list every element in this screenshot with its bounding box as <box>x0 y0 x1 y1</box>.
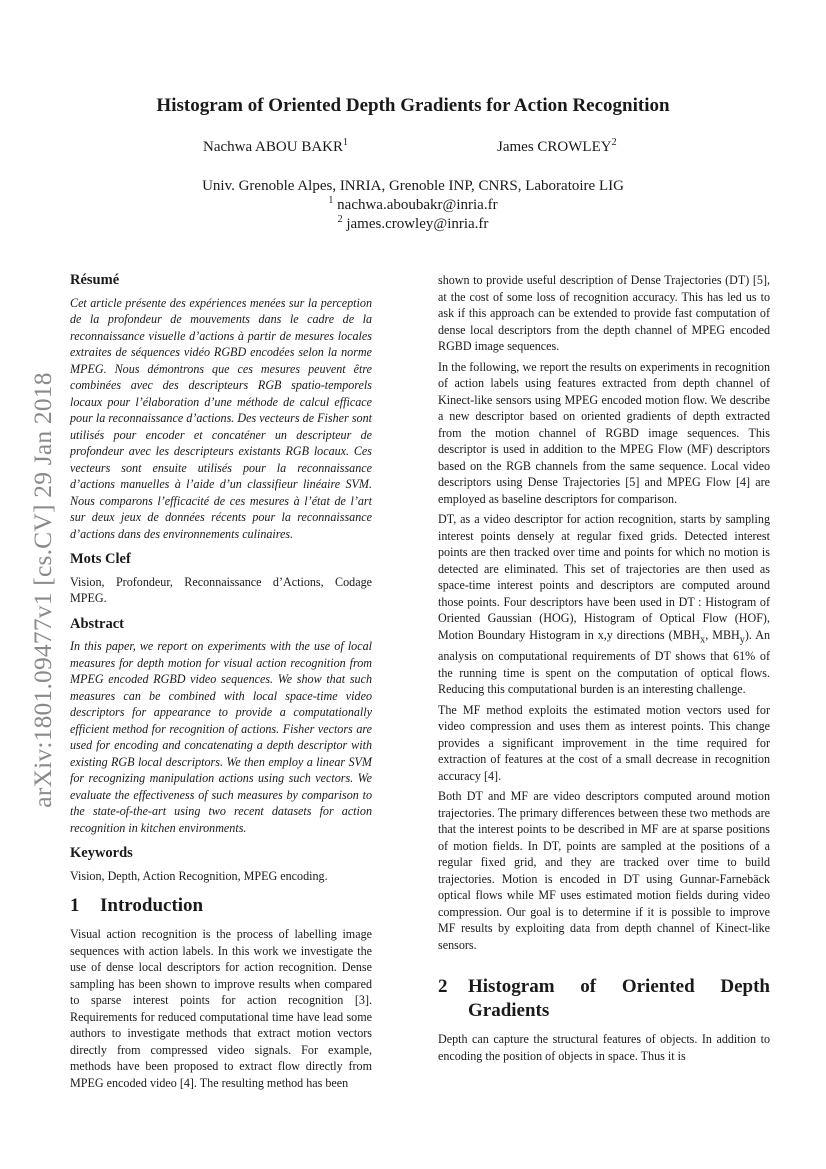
intro-paragraph-3-b: ). An analysis on computational requirements of DT shows that 61% of the running time is spent on the computation of optical flows. Reducing this computational burden is an interesting challenge. <box>438 627 770 697</box>
abstract-text: In this paper, we report on experiments with the use of local measures for depth motion for visual action recognition from MPEG encoded RGBD video sequences. We show that such measures can be combined with local space-time video descriptors for appearance to provide a computationally efficient method for recognition of actions. Fisher vectors are used for encoding and concatenating a depth descriptor with existing RGB local descriptors. We then employ a linear SVM for recognizing manipulation actions using such vectors. We evaluate the effectiveness of such measures by comparison to the state-of-the-art using two recent datasets for action recognition in kitchen environments. <box>70 639 372 835</box>
section-2-text: Depth can capture the structural features of objects. In addition to encoding the position of objects in space. Thus it is <box>438 1032 770 1063</box>
email-1-address: nachwa.aboubakr@inria.fr <box>337 197 498 213</box>
mots-clef-text: Vision, Profondeur, Reconnaissance d’Actions, Codage MPEG. <box>70 574 372 605</box>
intro-paragraph-3 <box>438 511 770 698</box>
email-2 <box>0 216 826 233</box>
intro-paragraph-4: The MF method exploits the estimated motion vectors used for video compression and uses them as interest points. This change provides a significant improvement in the time required for extraction of features at the cost of a small decrease in recognition accuracy [4]. <box>438 702 770 783</box>
email-1-sup: 1 <box>328 195 334 206</box>
email-2-address: james.crowley@inria.fr <box>346 216 489 232</box>
author-1-name: Nachwa ABOU BAKR <box>203 139 343 155</box>
arxiv-stamp <box>20 340 66 840</box>
intro-paragraph-1: shown to provide useful description of Dense Trajectories (DT) [5], at the cost of some loss of recognition accuracy. This has led us to ask if this approach can be extended to provide fast computation of dense local descriptors from the depth channel of MPEG encoded RGBD image sequences. <box>438 273 770 353</box>
arxiv-stamp-text: arXiv:1801.09477v1 [cs.CV] 29 Jan 2018 <box>28 372 57 808</box>
resume-heading: Résumé <box>70 272 120 288</box>
intro-number: 1 <box>70 895 80 916</box>
intro-paragraph-3-mid: , MBH <box>705 627 740 642</box>
author-1-sup: 1 <box>343 137 348 148</box>
paper-title: Histogram of Oriented Depth Gradients for Action Recognition <box>156 95 670 116</box>
author-1 <box>203 139 348 156</box>
affiliation: Univ. Grenoble Alpes, INRIA, Grenoble INP, CNRS, Laboratoire LIG <box>202 178 624 194</box>
intro-paragraph-5: Both DT and MF are video descriptors computed around motion trajectories. The primary differences between these two methods are that the interest points to be described in MF are at sparse positions of motion fields. In DT, points are sampled at the positions of a regular fixed grid, and they are tracked over time to build trajectories. Motion is encoded in DT using Gunnar-Farnebäck optical flows while MF uses estimated motion fields during video compression. Our goal is to determine if it is possible to improve MF results by exploiting data from depth channel of Kinect-like sensors. <box>438 789 770 952</box>
mots-clef-heading: Mots Clef <box>70 551 131 567</box>
left-column <box>70 272 372 1091</box>
subscript-y: y <box>739 633 745 645</box>
intro-paragraph-2: In the following, we report the results on experiments in recognition of action labels using features extracted from depth channel of Kinect-like sensors using MPEG encoded motion flow. We describe a new descriptor based on oriented gradients of depth extracted from the motion channel of RGBD image sequences. This descriptor is used in addition to the MPEG Flow (MF) descriptors based on the RGB channels from the same sequence. Local video descriptors using Dense Trajectories [5] and MPEG Flow [4] are employed as baseline descriptors for comparison. <box>438 359 770 506</box>
subscript-x: x <box>700 633 706 645</box>
section-2-heading <box>438 975 770 1023</box>
keywords-text: Vision, Depth, Action Recognition, MPEG encoding. <box>70 868 328 883</box>
intro-title: Introduction <box>100 895 204 916</box>
email-2-sup: 2 <box>337 214 343 225</box>
right-column <box>438 272 770 1064</box>
abstract-heading: Abstract <box>70 615 124 632</box>
author-2-name: James CROWLEY <box>497 139 612 155</box>
author-2 <box>497 139 617 156</box>
keywords-heading: Keywords <box>70 845 133 861</box>
author-2-sup: 2 <box>611 137 617 148</box>
email-1 <box>0 197 826 214</box>
section-2-number: 2 <box>438 976 448 998</box>
resume-text: Cet article présente des expériences menées sur la perception de la profondeur de mouvements dans le cadre de la reconnaissance visuelle d’actions à partir de mesures locales extraites de séquences vidéo RGBD encodées selon la norme MPEG. Nous démontrons que ces mesures peuvent être combinées avec des descripteurs RGB spatio-temporels locaux pour l’élaboration d’une méthode de calcul efficace pour la reconnaissance d’actions. Des vecteurs de Fisher sont utilisés pour encoder et concaténer un descripteur de profondeur avec les descripteurs existants RGB locaux. Ces vecteurs sont ensuite utilisés pour la reconnaissance d’actions manuelles à l’aide d’un classifieur linéaire SVM. Nous comparons l’efficacité de ces mesures à l’état de l’art sur deux jeux de données récents pour la reconnaissance d’actions dans des environnements culinaires. <box>70 295 372 541</box>
intro-paragraph-3-a: DT, as a video descriptor for action recognition, starts by sampling interest points densely at regular fixed grids. Detected interest points are then tracked over time and points for which no motion is detected are eliminated. This set of trajectories are then used as space-time interest points and descriptors are computed around those points. Four descriptors have been used in DT : Histogram of Oriented Gaussian (HOG), Histogram of Optical Flow (HOF), Motion Boundary Histogram in x,y directions (MBH <box>438 512 770 642</box>
section-2-title: Histogram of Oriented Depth Gradients <box>468 976 770 1022</box>
intro-heading <box>70 894 372 918</box>
intro-left-text: Visual action recognition is the process of labelling image sequences with action labels. In this work we investigate the use of dense local descriptors for action recognition. Dense sampling has been shown to improve results when compared to sparse interest points for action recognition [3]. Requirements for reduced computational time have lead some authors to investigate methods that extract motion vectors directly from compressed video signals. For example, methods have been proposed to extract flow directly from MPEG encoded video [4]. The resulting method has been <box>70 927 372 1090</box>
